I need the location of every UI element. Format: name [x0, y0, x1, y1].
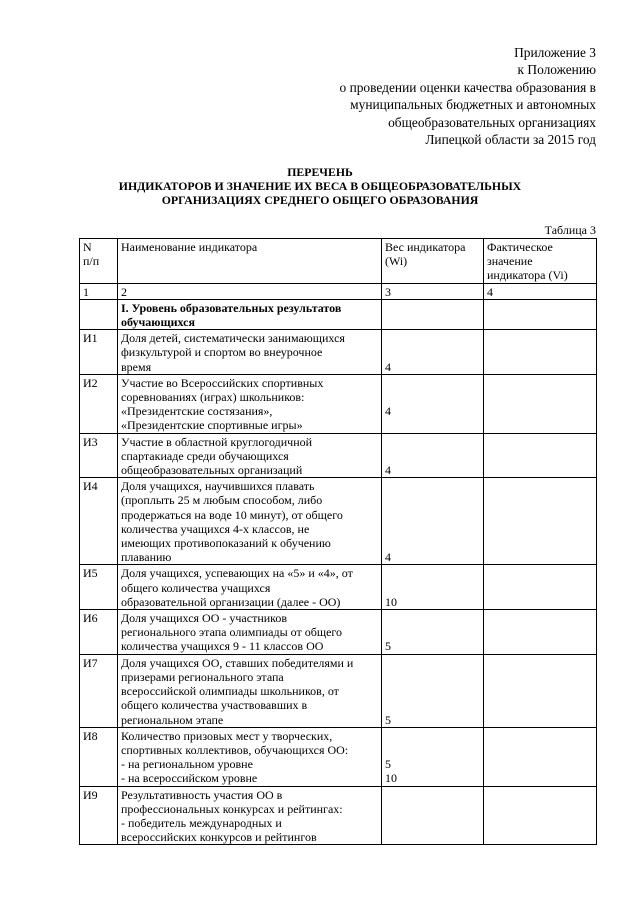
header-weight: [382, 239, 484, 284]
indicator-number: И5: [80, 565, 118, 610]
indicator-weight: [382, 727, 484, 786]
section-title-line: обучающихся: [121, 315, 195, 330]
header-name: [118, 239, 382, 284]
indicator-name: [118, 330, 382, 375]
indicator-weight-value: 5: [385, 639, 391, 654]
indicator-name-line: призерами регионального этапа: [121, 669, 284, 684]
indicator-name: [118, 654, 382, 727]
table-row: [80, 654, 597, 727]
indicator-weight-value: 5: [385, 712, 391, 727]
indicator-weight: [382, 786, 484, 845]
indicator-name-line: Участие в областной круглогодичной: [121, 434, 313, 449]
header-actual-line: индикатора (Vi): [487, 268, 568, 283]
header-num-line: N: [83, 240, 92, 254]
section-title-line: I. Уровень образовательных результатов: [121, 300, 342, 315]
indicator-number: И4: [80, 478, 118, 565]
header-line: о проведении оценки качества образования в: [339, 79, 596, 95]
indicator-name-line: физкультурой и спортом во внеурочное: [121, 345, 323, 360]
indicator-weight: [382, 433, 484, 478]
indicator-actual-value: [484, 610, 597, 655]
col-number: 3: [382, 283, 484, 299]
header-line: общеобразовательных организациях: [388, 114, 596, 130]
indicator-weight-value: 4: [385, 359, 391, 374]
indicator-name-line: образовательной организации (далее - ОО): [121, 594, 341, 609]
header-weight-line: Вес индикатора: [385, 240, 466, 254]
title-line: ПЕРЕЧЕНЬ: [287, 165, 353, 179]
indicator-name: [118, 433, 382, 478]
table-row: [80, 565, 597, 610]
indicator-name-line: общего количества участвовавших в: [121, 698, 308, 713]
indicator-weight-value: 5: [385, 757, 391, 772]
indicator-name-line: общего количества учащихся: [121, 580, 271, 595]
indicator-name-line: «Президентские состязания»,: [121, 404, 273, 419]
indicator-actual-value: [484, 433, 597, 478]
table-row: [80, 727, 597, 786]
indicator-weight: [382, 565, 484, 610]
table-row: [80, 330, 597, 375]
indicator-name-line: время: [121, 359, 152, 374]
header-num-line: п/п: [83, 254, 100, 269]
table-row: [80, 374, 597, 433]
section-actual-cell: [484, 299, 597, 329]
indicator-name-line: региональном этапе: [121, 712, 224, 727]
indicator-name-line: Доля учащихся ОО, ставших победителями и: [121, 655, 354, 670]
header-line: Липецкой области за 2015 год: [425, 132, 596, 148]
indicator-weight: [382, 610, 484, 655]
indicator-weight: [382, 330, 484, 375]
indicator-name-line: Доля учащихся ОО - участников: [121, 611, 288, 626]
indicator-weight-value: 10: [385, 771, 397, 786]
indicator-weight-value: 4: [385, 463, 391, 478]
indicator-number: И2: [80, 374, 118, 433]
header-actual-line: Фактическое: [487, 240, 553, 254]
indicator-name: [118, 786, 382, 845]
indicator-number: И1: [80, 330, 118, 375]
indicator-name-line: продержаться на воде 10 минут), от общего: [121, 507, 343, 522]
table-row: [80, 433, 597, 478]
indicator-name-line: Участие во Всероссийских спортивных: [121, 375, 324, 390]
header-name-text: Наименование индикатора: [121, 240, 258, 254]
indicator-number: И6: [80, 610, 118, 655]
indicator-name-line: имеющих противопоказаний к обучению: [121, 536, 331, 551]
indicator-name-line: Доля учащихся, научившихся плавать: [121, 479, 315, 494]
indicator-name-line: Доля детей, систематически занимающихся: [121, 331, 345, 346]
indicator-name-line: - на региональном уровне: [121, 757, 253, 772]
header-line: к Положению: [517, 62, 596, 78]
indicator-weight-value: 4: [385, 404, 391, 419]
col-number: 4: [484, 283, 597, 299]
indicator-name-line: плаванию: [121, 550, 172, 565]
indicator-name-line: количества учащихся 9 - 11 классов ОО: [121, 639, 324, 654]
indicator-name-line: Результативность участия ОО в: [121, 787, 283, 802]
indicator-actual-value: [484, 374, 597, 433]
col-number: 2: [118, 283, 382, 299]
indicator-name: [118, 727, 382, 786]
column-numbers-row: [80, 283, 597, 299]
indicator-name-line: регионального этапа олимпиады от общего: [121, 625, 343, 640]
indicator-name-line: количества учащихся 4-х классов, не: [121, 521, 310, 536]
indicator-weight-value: 4: [385, 550, 391, 565]
indicator-name-line: соревнованиях (играх) школьников:: [121, 390, 305, 405]
table-row: [80, 610, 597, 655]
section-weight-cell: [382, 299, 484, 329]
indicator-name-line: профессиональных конкурсах и рейтингах:: [121, 801, 343, 816]
indicator-actual-value: [484, 786, 597, 845]
table-header-row: [80, 239, 597, 284]
title-line: ИНДИКАТОРОВ И ЗНАЧЕНИЕ ИХ ВЕСА В ОБЩЕОБРАЗОВАТЕЛЬНЫХ: [118, 179, 522, 194]
header-line: муниципальных бюджетных и автономных: [350, 97, 596, 113]
indicator-name: [118, 610, 382, 655]
col-number: 1: [80, 283, 118, 299]
indicator-name-line: - на всероссийском уровне: [121, 771, 258, 786]
indicator-number: И8: [80, 727, 118, 786]
indicator-name-line: Количество призовых мест у творческих,: [121, 728, 333, 743]
header-actual: [484, 239, 597, 284]
document-title: [0, 165, 640, 208]
indicator-name-line: (проплыть 25 м любым способом, либо: [121, 493, 323, 508]
indicator-weight-value: 10: [385, 594, 397, 609]
indicator-number: И7: [80, 654, 118, 727]
appendix-header: [340, 44, 596, 148]
indicator-weight: [382, 654, 484, 727]
section-row: [80, 299, 597, 329]
indicator-weight: [382, 478, 484, 565]
table-caption: Таблица 3: [544, 223, 596, 237]
indicator-name-line: «Президентские спортивные игры»: [121, 418, 303, 433]
header-actual-line: значение: [487, 254, 533, 269]
header-weight-line: (Wi): [385, 254, 408, 269]
indicator-number: И3: [80, 433, 118, 478]
header-line: Приложение 3: [514, 45, 596, 60]
indicator-name: [118, 374, 382, 433]
table-row: [80, 478, 597, 565]
indicator-actual-value: [484, 565, 597, 610]
title-line: ОРГАНИЗАЦИЯХ СРЕДНЕГО ОБЩЕГО ОБРАЗОВАНИЯ: [161, 193, 479, 208]
indicator-name-line: общеобразовательных организаций: [121, 463, 303, 478]
indicator-weight-value: [385, 418, 480, 432]
indicator-name: [118, 565, 382, 610]
indicator-name-line: всероссийской олимпиады школьников, от: [121, 684, 339, 699]
table-row: [80, 786, 597, 845]
indicator-name-line: всероссийских конкурсов и рейтингов: [121, 830, 317, 845]
indicator-actual-value: [484, 478, 597, 565]
indicator-actual-value: [484, 727, 597, 786]
indicator-name-line: спартакиаде среди обучающихся: [121, 448, 289, 463]
indicator-actual-value: [484, 654, 597, 727]
indicator-weight: [382, 374, 484, 433]
indicator-name-line: Доля учащихся, успевающих на «5» и «4», от: [121, 566, 353, 581]
indicators-table: [79, 238, 597, 845]
indicator-number: И9: [80, 786, 118, 845]
section-title: [118, 299, 382, 329]
indicator-name-line: спортивных коллективов, обучающихся ОО:: [121, 742, 349, 757]
section-num-cell: [80, 299, 118, 329]
indicator-name: [118, 478, 382, 565]
indicator-name-line: - победитель международных и: [121, 815, 282, 830]
indicator-actual-value: [484, 330, 597, 375]
header-num: [80, 239, 118, 284]
